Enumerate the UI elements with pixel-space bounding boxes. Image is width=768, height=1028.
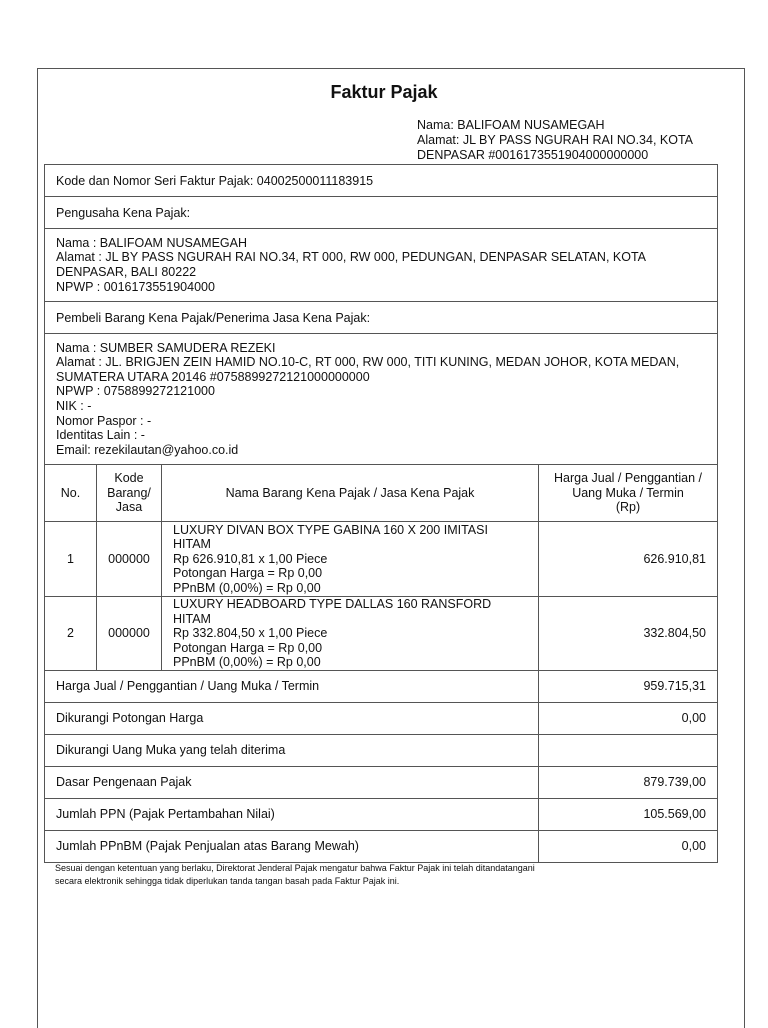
footer-note-line-1: Sesuai dengan ketentuan yang berlaku, Direktorat Jenderal Pajak mengatur bahwa Faktur Pajak ini telah ditandatangani bbox=[55, 863, 535, 873]
buyer-address-line-2: SUMATERA UTARA 20146 #0758899272121000000000 bbox=[56, 369, 370, 384]
buyer-nik: NIK : - bbox=[56, 399, 92, 413]
buyer-address-line-1: Alamat : JL. BRIGJEN ZEIN HAMID NO.10-C, RT 000, RW 000, TITI KUNING, MEDAN JOHOR, KOTA MEDAN, bbox=[56, 355, 680, 370]
summary-row bbox=[45, 830, 718, 862]
seller-name: Nama : BALIFOAM NUSAMEGAH bbox=[56, 235, 248, 250]
buyer-passport: Nomor Paspor : - bbox=[56, 413, 152, 428]
seller-address-line-1: Alamat : JL BY PASS NGURAH RAI NO.34, RT 000, RW 000, PEDUNGAN, DENPASAR SELATAN, KOTA bbox=[56, 250, 646, 265]
header-code: Kode Barang/ Jasa bbox=[97, 465, 162, 522]
item-no: 2 bbox=[45, 597, 97, 671]
buyer-details bbox=[45, 334, 718, 465]
seller-header bbox=[417, 118, 717, 163]
footer-note-line-2: secara elektronik sehingga tidak diperlukan tanda tangan basah pada Faktur Pajak ini. bbox=[55, 876, 400, 886]
item-no: 1 bbox=[45, 522, 97, 597]
invoice-table bbox=[44, 164, 718, 863]
summary-value: 0,00 bbox=[539, 702, 718, 734]
seller-details bbox=[45, 229, 718, 302]
summary-row bbox=[45, 766, 718, 798]
summary-label: Dikurangi Uang Muka yang telah diterima bbox=[45, 734, 539, 766]
seller-section-heading: Pengusaha Kena Pajak: bbox=[45, 197, 718, 229]
summary-row bbox=[45, 734, 718, 766]
summary-label: Dasar Pengenaan Pajak bbox=[45, 766, 539, 798]
buyer-email: Email: rezekilautan@yahoo.co.id bbox=[56, 442, 239, 457]
invoice-code: Kode dan Nomor Seri Faktur Pajak: 04002500011183915 bbox=[45, 165, 718, 197]
item-description: LUXURY DIVAN BOX TYPE GABINA 160 X 200 IMITASI HITAM Rp 626.910,81 x 1,00 Piece Potongan Harga = Rp 0,00 PPnBM (0,00%) = Rp 0,00 bbox=[162, 522, 539, 597]
buyer-other-id: Identitas Lain : - bbox=[56, 428, 145, 443]
table-header-row bbox=[45, 465, 718, 522]
summary-value: 105.569,00 bbox=[539, 798, 718, 830]
item-price: 332.804,50 bbox=[539, 597, 718, 671]
seller-address-line-2: DENPASAR, BALI 80222 bbox=[56, 265, 197, 279]
summary-label: Dikurangi Potongan Harga bbox=[45, 702, 539, 734]
summary-label: Jumlah PPN (Pajak Pertambahan Nilai) bbox=[45, 798, 539, 830]
header-item-name: Nama Barang Kena Pajak / Jasa Kena Pajak bbox=[162, 465, 539, 522]
buyer-name: Nama : SUMBER SAMUDERA REZEKI bbox=[56, 340, 276, 355]
seller-header-address-line-2: DENPASAR #0016173551904000000000 bbox=[417, 148, 649, 162]
summary-row bbox=[45, 798, 718, 830]
summary-value: 959.715,31 bbox=[539, 670, 718, 702]
header-no: No. bbox=[45, 465, 97, 522]
item-code: 000000 bbox=[97, 522, 162, 597]
item-code: 000000 bbox=[97, 597, 162, 671]
seller-header-name: Nama: BALIFOAM NUSAMEGAH bbox=[417, 118, 605, 132]
summary-label: Harga Jual / Penggantian / Uang Muka / Termin bbox=[45, 670, 539, 702]
table-row bbox=[45, 597, 718, 671]
header-price: Harga Jual / Penggantian / Uang Muka / Termin (Rp) bbox=[539, 465, 718, 522]
summary-row bbox=[45, 702, 718, 734]
document-title: Faktur Pajak bbox=[330, 82, 438, 102]
footer-note bbox=[55, 862, 735, 888]
buyer-section-heading: Pembeli Barang Kena Pajak/Penerima Jasa Kena Pajak: bbox=[45, 302, 718, 334]
summary-label: Jumlah PPnBM (Pajak Penjualan atas Barang Mewah) bbox=[45, 830, 539, 862]
summary-value bbox=[539, 734, 718, 766]
summary-value: 0,00 bbox=[539, 830, 718, 862]
seller-header-address-line-1: Alamat: JL BY PASS NGURAH RAI NO.34, KOTA bbox=[417, 133, 694, 147]
item-price: 626.910,81 bbox=[539, 522, 718, 597]
item-description: LUXURY HEADBOARD TYPE DALLAS 160 RANSFORD HITAM Rp 332.804,50 x 1,00 Piece Potongan Harga = Rp 0,00 PPnBM (0,00%) = Rp 0,00 bbox=[162, 597, 539, 671]
table-row bbox=[45, 522, 718, 597]
buyer-npwp: NPWP : 0758899272121000 bbox=[56, 384, 215, 399]
seller-npwp: NPWP : 0016173551904000 bbox=[56, 279, 215, 294]
summary-row bbox=[45, 670, 718, 702]
summary-value: 879.739,00 bbox=[539, 766, 718, 798]
